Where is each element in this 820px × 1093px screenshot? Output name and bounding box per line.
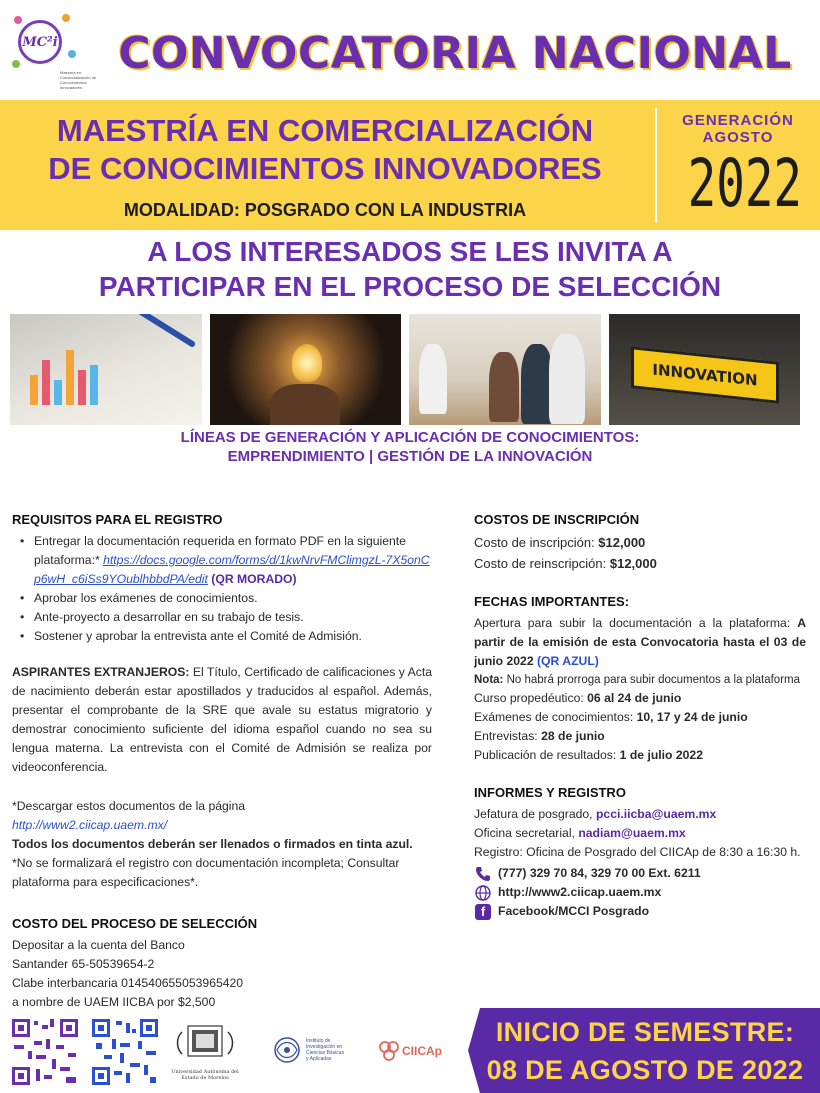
- reenroll-fee-label: Costo de reinscripción:: [474, 556, 607, 571]
- generation-label-line2: AGOSTO: [702, 129, 774, 146]
- logo-subtitle: Maestría en Comercialización de Conocimientos Innovadores: [60, 70, 97, 90]
- logo-dot-green: [12, 60, 20, 68]
- requirements-list: [12, 532, 432, 646]
- dates-section: [474, 592, 806, 765]
- course-date: [474, 689, 806, 708]
- logo-dot-blue: [68, 50, 76, 58]
- registration-form-link[interactable]: https://docs.google.com/forms/d/1kwNrvFMClimgzL-7X5onCp6wH_c6iSs9YOublhbbdPA/edit: [34, 553, 430, 586]
- requirement-item: • Sostener y aprobar la entrevista ante el Comité de Admisión.: [20, 627, 432, 646]
- invitation-heading: [0, 234, 820, 304]
- head-contact: [474, 805, 806, 824]
- selection-cost-heading: COSTO DEL PROCESO DE SELECCIÓN: [12, 916, 258, 931]
- registration-office: Registro: Oficina de Posgrado del CIICAp de 8:30 a 16:30 h.: [474, 845, 801, 859]
- requirement-item: [20, 532, 432, 589]
- facebook-icon: f: [474, 903, 492, 921]
- results-date-value: 1 de julio 2022: [619, 748, 703, 762]
- photo-charts: [10, 314, 202, 425]
- note-text: No habrá prorroga para subir documentos a la plataforma: [506, 674, 801, 686]
- research-lines-line2: EMPRENDIMIENTO | GESTIÓN DE LA INNOVACIÓN: [227, 448, 593, 465]
- requirement-item: • Aprobar los exámenes de conocimientos.: [20, 589, 432, 608]
- dates-heading: FECHAS IMPORTANTES:: [474, 594, 630, 609]
- logo-dot-orange: [62, 14, 70, 22]
- semester-start-text: [480, 1013, 810, 1089]
- bank-line4: a nombre de UAEM IICBA por $2,500: [12, 995, 216, 1009]
- info-heading: INFORMES Y REGISTRO: [474, 785, 626, 800]
- requirement-item: • Ante-proyecto a desarrollar en su trabajo de tesis.: [20, 608, 432, 627]
- interviews-date-value: 28 de junio: [541, 729, 605, 743]
- invitation-line1: A LOS INTERESADOS SE LES INVITA A: [147, 236, 673, 267]
- uaem-logo: [170, 1024, 240, 1084]
- program-title: [10, 112, 640, 188]
- results-date-label: Publicación de resultados:: [474, 748, 617, 762]
- exams-date: [474, 708, 806, 727]
- phone-number[interactable]: (777) 329 70 84, 329 70 00 Ext. 6211: [498, 866, 701, 880]
- right-column: [474, 510, 806, 921]
- enroll-fee: [474, 532, 806, 553]
- secretary-email[interactable]: nadiam@uaem.mx: [578, 826, 686, 840]
- secretary-contact: [474, 824, 806, 843]
- facebook-link[interactable]: Facebook/MCCI Posgrado: [498, 904, 650, 918]
- ciicap-link[interactable]: http://www2.ciicap.uaem.mx/: [12, 818, 168, 832]
- reenroll-fee-value: $12,000: [609, 556, 657, 571]
- program-modality: MODALIDAD: POSGRADO CON LA INDUSTRIA: [123, 200, 527, 220]
- incomplete-docs-note: *No se formalizará el registro con documentación incompleta; Consultar plataforma para especificaciones*.: [12, 856, 400, 889]
- requirement-text: Entregar la documentación requerida en formato PDF en la siguiente plataforma:*: [34, 534, 406, 567]
- facebook-line: [474, 902, 806, 921]
- research-lines-line1: LÍNEAS DE GENERACIÓN Y APLICACIÓN DE CONOCIMIENTOS:: [180, 429, 640, 446]
- innovation-sign: INNOVATION: [631, 346, 779, 404]
- photo-strip: [10, 314, 800, 425]
- exams-date-value: 10, 17 y 24 de junio: [636, 710, 748, 724]
- qr-blue-tag: (QR AZUL): [537, 654, 599, 668]
- fees-heading: COSTOS DE INSCRIPCIÓN: [474, 512, 640, 527]
- mc2i-logo: [10, 10, 97, 100]
- upload-period-value: A partir de la emisión de esta Convocatoria hasta el 03 de junio 2022: [474, 616, 806, 668]
- foreign-applicants-text: El Título, Certificado de calificaciones y Acta de nacimiento deberán estar apostillados y traducidos al español. Además, presentar el comprobante de la SRE que avale su estatus migratorio y demostrar conocimiento suficiente del idioma español cuando no sea su lengua materna. La entrevista con el Comité de Admisión se realiza por videoconferencia.: [12, 665, 433, 774]
- downloads-section: [12, 797, 432, 892]
- ciicap-label: CIICAp: [402, 1044, 442, 1058]
- bank-line3: Clabe interbancaria 014540655053965420: [12, 976, 244, 990]
- research-lines-heading: [0, 428, 820, 466]
- globe-icon: [474, 884, 492, 902]
- interviews-date-label: Entrevistas:: [474, 729, 538, 743]
- semester-start-line1: INICIO DE SEMESTRE:: [495, 1017, 795, 1047]
- invitation-line2: PARTICIPAR EN EL PROCESO DE SELECCIÓN: [98, 271, 722, 302]
- info-section: [474, 783, 806, 921]
- program-title-line2: DE CONOCIMIENTOS INNOVADORES: [48, 151, 602, 186]
- website-link[interactable]: http://www2.ciicap.uaem.mx: [498, 885, 662, 899]
- qr-code-purple[interactable]: [10, 1017, 80, 1087]
- upload-period: [474, 614, 806, 671]
- requirements-heading: REQUISITOS PARA EL REGISTRO: [12, 512, 223, 527]
- note-label: Nota:: [474, 674, 504, 686]
- secretary-contact-label: Oficina secretarial,: [474, 826, 575, 840]
- enroll-fee-value: $12,000: [598, 535, 646, 550]
- results-date: [474, 746, 806, 765]
- semester-start-line2: 08 DE AGOSTO DE 2022: [486, 1055, 804, 1085]
- program-title-line1: MAESTRÍA EN COMERCIALIZACIÓN: [56, 113, 594, 148]
- photo-robot-team: [409, 314, 601, 425]
- reenroll-fee: [474, 553, 806, 574]
- generation-year: 2022: [687, 145, 803, 222]
- foreign-applicants: [12, 663, 432, 777]
- website-line: [474, 883, 806, 902]
- head-contact-label: Jefatura de posgrado,: [474, 807, 593, 821]
- phone-line: [474, 864, 806, 883]
- ciicap-logo: [378, 1036, 468, 1066]
- selection-cost-section: [12, 914, 432, 1012]
- uaem-label: Universidad Autónoma del Estado de Morelos: [171, 1069, 239, 1081]
- enroll-fee-label: Costo de inscripción:: [474, 535, 595, 550]
- bank-line1: Depositar a la cuenta del Banco: [12, 938, 185, 952]
- head-email[interactable]: pcci.iicba@uaem.mx: [595, 807, 717, 821]
- phone-icon: [474, 865, 492, 883]
- deadline-note: [474, 671, 806, 689]
- foreign-applicants-label: ASPIRANTES EXTRANJEROS:: [12, 665, 190, 679]
- upload-period-label: Apertura para subir la documentación a la plataforma:: [474, 616, 791, 630]
- photo-innovation-sign: [609, 314, 801, 425]
- iicba-label: Instituto de Investigación en Ciencias Básicas y Aplicadas: [306, 1038, 345, 1062]
- generation-label-line1: GENERACIÓN: [682, 112, 794, 129]
- qr-purple-tag: (QR MORADO): [211, 572, 297, 586]
- bank-line2: Santander 65-50539654-2: [12, 957, 155, 971]
- logo-mark: MC²i: [18, 20, 62, 64]
- blue-ink-note: Todos los documentos deberán ser llenados o firmados en tinta azul.: [12, 837, 413, 851]
- generation-label: [668, 112, 808, 146]
- interviews-date: [474, 727, 806, 746]
- page-title: CONVOCATORIA NACIONAL: [118, 28, 792, 79]
- generation-divider: [655, 108, 657, 223]
- logo-dot-pink: [14, 16, 22, 24]
- downloads-line: *Descargar estos documentos de la página: [12, 799, 246, 813]
- qr-code-blue[interactable]: [90, 1017, 160, 1087]
- photo-lightbulb: [210, 314, 402, 425]
- course-date-value: 06 al 24 de junio: [587, 691, 682, 705]
- course-date-label: Curso propedéutico:: [474, 691, 584, 705]
- exams-date-label: Exámenes de conocimientos:: [474, 710, 634, 724]
- left-column: [12, 510, 432, 1012]
- iicba-logo: [272, 1030, 352, 1070]
